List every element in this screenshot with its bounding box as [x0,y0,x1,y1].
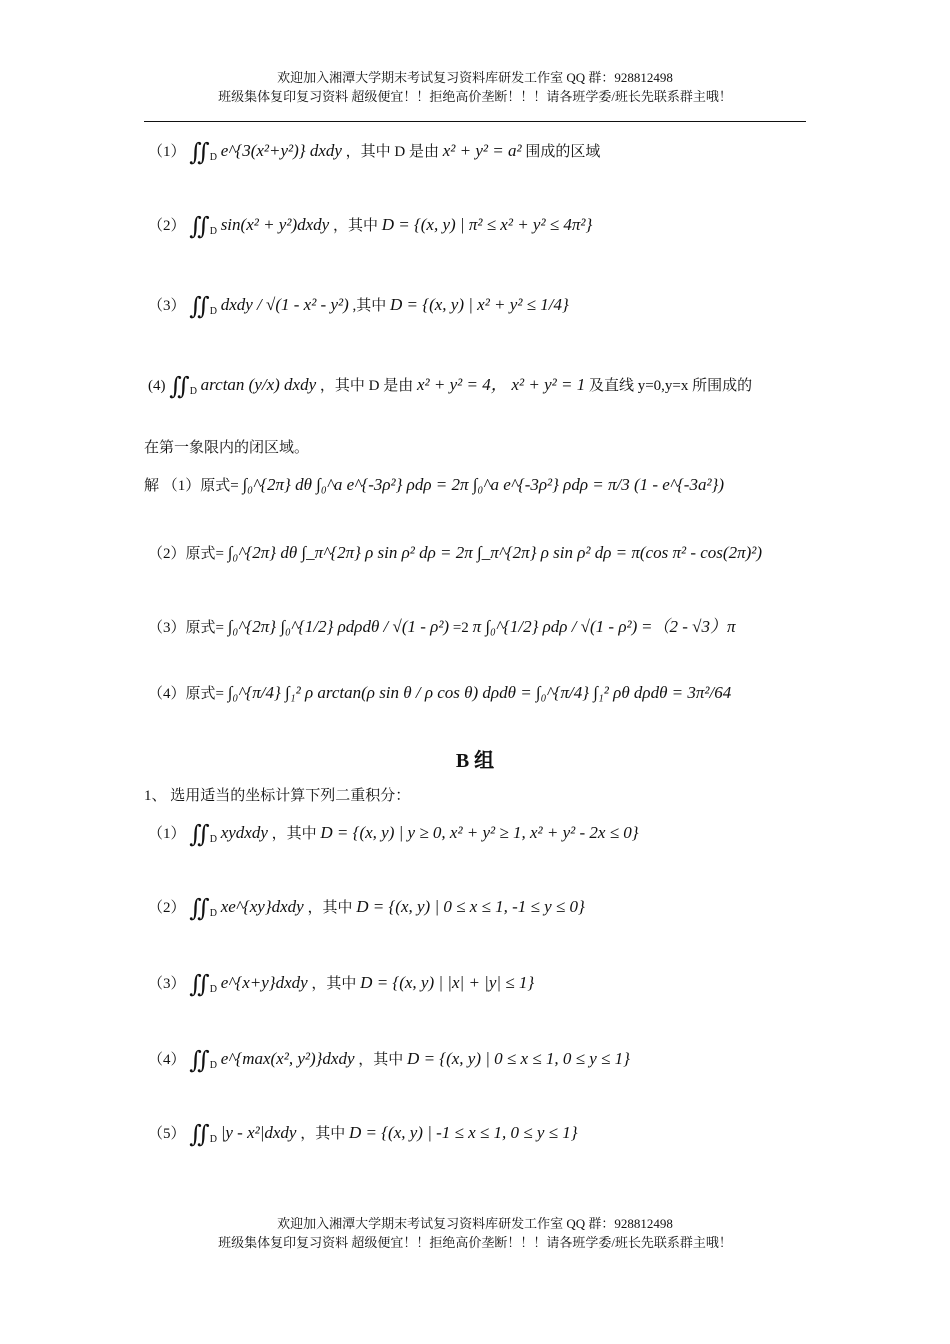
question-number: （3） [148,975,186,992]
condition: D = {(x, y) | y ≥ 0, x² + y² ≥ 1, x² + y² - 2x ≤ 0} [320,822,639,842]
solution-4 [148,682,731,703]
condition: D = {(x, y) | x² + y² ≤ 1/4} [390,294,569,314]
question-a4-continued: 在第一象限内的闭区域。 [144,440,310,456]
solution-result: =（2 - √3）π [641,617,736,636]
solution-eq: =2 [452,620,469,636]
integrand: arctan (y/x) dxdy [200,375,317,394]
condition: x² + y² = a² [442,140,522,160]
question-text: ，其中 [311,975,357,992]
condition-1: x² + y² = 4， [417,375,508,394]
question-text: ，其中 [271,825,317,842]
integrand: e^{max(x², y²)}dxdy [220,1048,355,1068]
integrand: xe^{xy}dxdy [220,896,304,916]
solution-number: （3）原式= [148,620,224,636]
solution-expression-a: ∫₀^{2π} ∫₀^{1/2} ρdρdθ / √(1 - ρ²) [227,617,450,636]
question-a3: （3） $∬_D$ dxdy / √(1 - x² - y²) ,其中 D = {(x, y) | x² + y² ≤ 1/4} [148,294,569,320]
question-a2: （2） $∬_D$ sin(x² + y²)dxdy ，其中 D = {(x, y) | π² ≤ x² + y² ≤ 4π²} [148,214,593,240]
solution-expression: ∫₀^{2π} dθ ∫_π^{2π} ρ sin ρ² dρ = 2π ∫_π^{2π} ρ sin ρ² dρ = π(cos π² - cos(2π)²) [227,543,762,562]
integrand: |y - x²|dxdy [220,1122,297,1142]
question-number: （1） [148,825,186,842]
question-text: ，其中 D 是由 [319,378,414,394]
solution-1 [144,474,724,495]
integrand: xydxdy [220,822,268,842]
question-text: ，其中 D 是由 [345,143,440,160]
integrand: dxdy / √(1 - x² - y²) [220,294,349,314]
question-number: (4) [148,378,166,394]
question-a4: (4) $∬_D$ arctan (y/x) dxdy ，其中 D 是由 x² + y² = 4， x² + y² = 1 及直线 y=0,y=x 所围成的 [148,374,753,401]
integrand: e^{3(x²+y²)} dxdy [220,140,342,160]
question-text: ，其中 [300,1125,346,1142]
solution-label: 解 [144,478,160,494]
section-intro: 1、 选用适当的坐标计算下列二重积分： [144,788,411,804]
section-title: B 组 [455,750,495,772]
solution-expression-b: π ∫₀^{1/2} ρdρ / √(1 - ρ²) [472,617,638,636]
question-b3: （3） $∬_D$ e^{x+y}dxdy ，其中 D = {(x, y) | |x| + |y| ≤ 1} [148,972,535,998]
question-b1: （1） $∬_D$ xydxdy ，其中 D = {(x, y) | y ≥ 0, x² + y² ≥ 1, x² + y² - 2x ≤ 0} [148,822,639,848]
question-b2: （2） $∬_D$ xe^{xy}dxdy ，其中 D = {(x, y) | 0 ≤ x ≤ 1, -1 ≤ y ≤ 0} [148,896,585,922]
integrand: e^{x+y}dxdy [220,972,308,992]
question-b4: （4） $∬_D$ e^{max(x², y²)}dxdy ，其中 D = {(x, y) | 0 ≤ x ≤ 1, 0 ≤ y ≤ 1} [148,1048,630,1074]
condition: D = {(x, y) | 0 ≤ x ≤ 1, -1 ≤ y ≤ 0} [356,896,585,916]
question-number: （1） [148,143,186,160]
integrand: sin(x² + y²)dxdy [220,214,330,234]
header-rule [144,121,806,122]
question-number: （2） [148,217,186,234]
question-a1: （1） $∬_D$ e^{3(x²+y²)} dxdy ，其中 D 是由 x² + y² = a² 围成的区域 [148,140,601,166]
question-tail: 及直线 y=0,y=x 所围成的 [588,378,753,394]
solution-3 [148,612,735,637]
solution-number: （4）原式= [148,686,224,702]
solution-number: （1）原式= [162,478,239,494]
condition: D = {(x, y) | |x| + |y| ≤ 1} [360,972,535,992]
solution-expression: ∫₀^{2π} dθ ∫₀^a e^{-3ρ²} ρdρ = 2π ∫₀^a e^{-3ρ²} ρdρ = π/3 (1 - e^{-3a²}) [242,475,725,494]
condition: D = {(x, y) | -1 ≤ x ≤ 1, 0 ≤ y ≤ 1} [349,1122,578,1142]
footer-line-1: 欢迎加入湘潭大学期末考试复习资料库研发工作室 QQ 群：928812498 [277,1216,673,1231]
question-tail: 围成的区域 [525,143,601,160]
page-header [0,68,950,106]
solution-2 [148,542,762,563]
header-line-2: 班级集体复印复习资料 超级便宜！！拒绝高价垄断！！！请各班学委/班长先联系群主哦！ [218,89,732,104]
question-number: （3） [148,297,186,314]
solution-number: （2）原式= [148,546,224,562]
question-text: ，其中 [307,899,353,916]
header-line-1: 欢迎加入湘潭大学期末考试复习资料库研发工作室 QQ 群：928812498 [277,70,673,85]
condition-2: x² + y² = 1 [511,375,586,394]
page-footer [0,1214,950,1252]
question-b5: （5） $∬_D$ |y - x²|dxdy ，其中 D = {(x, y) | -1 ≤ x ≤ 1, 0 ≤ y ≤ 1} [148,1122,578,1148]
question-number: （5） [148,1125,186,1142]
question-text: ，其中 [358,1051,404,1068]
question-number: （2） [148,899,186,916]
condition: D = {(x, y) | π² ≤ x² + y² ≤ 4π²} [381,214,593,234]
solution-expression: ∫₀^{π/4} ∫₁² ρ arctan(ρ sin θ / ρ cos θ) dρdθ = ∫₀^{π/4} ∫₁² ρθ dρdθ = 3π²/64 [227,683,732,702]
condition: D = {(x, y) | 0 ≤ x ≤ 1, 0 ≤ y ≤ 1} [407,1048,630,1068]
footer-line-2: 班级集体复印复习资料 超级便宜！！拒绝高价垄断！！！请各班学委/班长先联系群主哦！ [218,1235,732,1250]
question-text: ，其中 [332,217,378,234]
question-number: （4） [148,1051,186,1068]
question-text: ,其中 [352,297,387,314]
